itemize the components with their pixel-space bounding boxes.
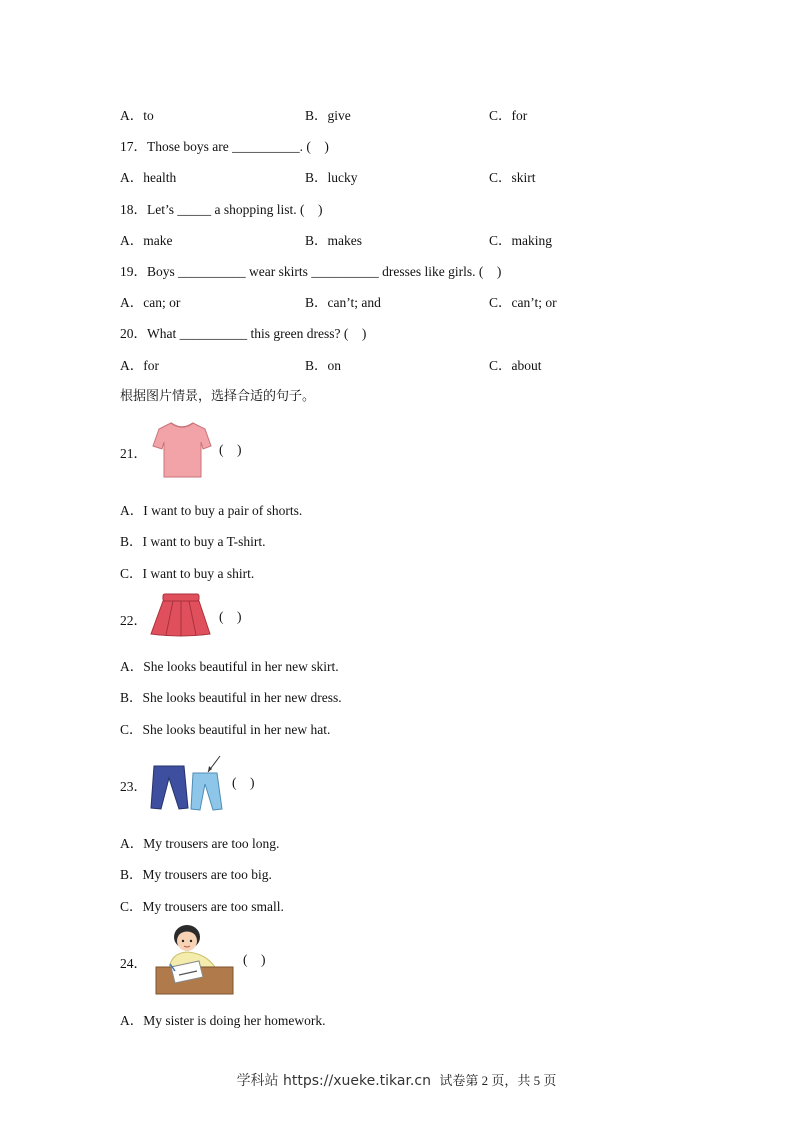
option-c: C．about <box>489 358 542 373</box>
answer-blank: ( ) <box>232 775 255 790</box>
option-c: C．can’t; or <box>489 295 557 310</box>
girl-homework-image <box>155 921 235 995</box>
option-c: C．I want to buy a shirt. <box>120 566 255 581</box>
option-b: B．on <box>305 358 342 373</box>
question-number: 23． <box>120 779 147 794</box>
option-a: A．make <box>120 233 173 248</box>
option-b: B．She looks beautiful in her new dress. <box>120 690 342 705</box>
trousers-image <box>148 754 228 812</box>
option-a: A．can; or <box>120 295 181 310</box>
answer-blank: ( ) <box>243 952 266 967</box>
option-a: A．for <box>120 358 159 373</box>
option-b: B．give <box>305 108 351 123</box>
option-a: A．I want to buy a pair of shorts. <box>120 503 303 518</box>
option-b: B．I want to buy a T-shirt. <box>120 534 266 549</box>
section-title: 根据图片情景，选择合适的句子。 <box>120 389 316 404</box>
option-a: A．to <box>120 108 154 123</box>
option-c: C．skirt <box>489 170 536 185</box>
option-b: B．lucky <box>305 170 358 185</box>
question-17: 17．Those boys are __________. ( ) <box>120 139 329 154</box>
option-b: B．can’t; and <box>305 295 381 310</box>
option-a: A．She looks beautiful in her new skirt. <box>120 659 339 674</box>
option-c: C．making <box>489 233 552 248</box>
question-number: 21． <box>120 446 147 461</box>
question-18: 18．Let’s _____ a shopping list. ( ) <box>120 202 323 217</box>
option-b: B．makes <box>305 233 362 248</box>
question-number: 24． <box>120 956 147 971</box>
option-c: C．for <box>489 108 528 123</box>
question-number: 22． <box>120 613 147 628</box>
option-b: B．My trousers are too big. <box>120 867 272 882</box>
page-number: 试卷第 2 页，共 5 页 <box>439 1073 557 1088</box>
skirt-image <box>149 592 212 637</box>
option-c: C．My trousers are too small. <box>120 899 284 914</box>
option-a: A．My sister is doing her homework. <box>120 1013 326 1028</box>
watermark-text: 学科站 https://xueke.tikar.cn <box>236 1073 431 1089</box>
option-c: C．She looks beautiful in her new hat. <box>120 722 331 737</box>
tshirt-image <box>151 420 213 480</box>
page-footer <box>0 1070 793 1090</box>
option-a: A．My trousers are too long. <box>120 836 280 851</box>
question-19: 19．Boys __________ wear skirts __________ dresses like girls. ( ) <box>120 264 502 279</box>
answer-blank: ( ) <box>219 609 242 624</box>
option-a: A．health <box>120 170 177 185</box>
answer-blank: ( ) <box>219 442 242 457</box>
question-20: 20．What __________ this green dress? ( ) <box>120 326 367 341</box>
